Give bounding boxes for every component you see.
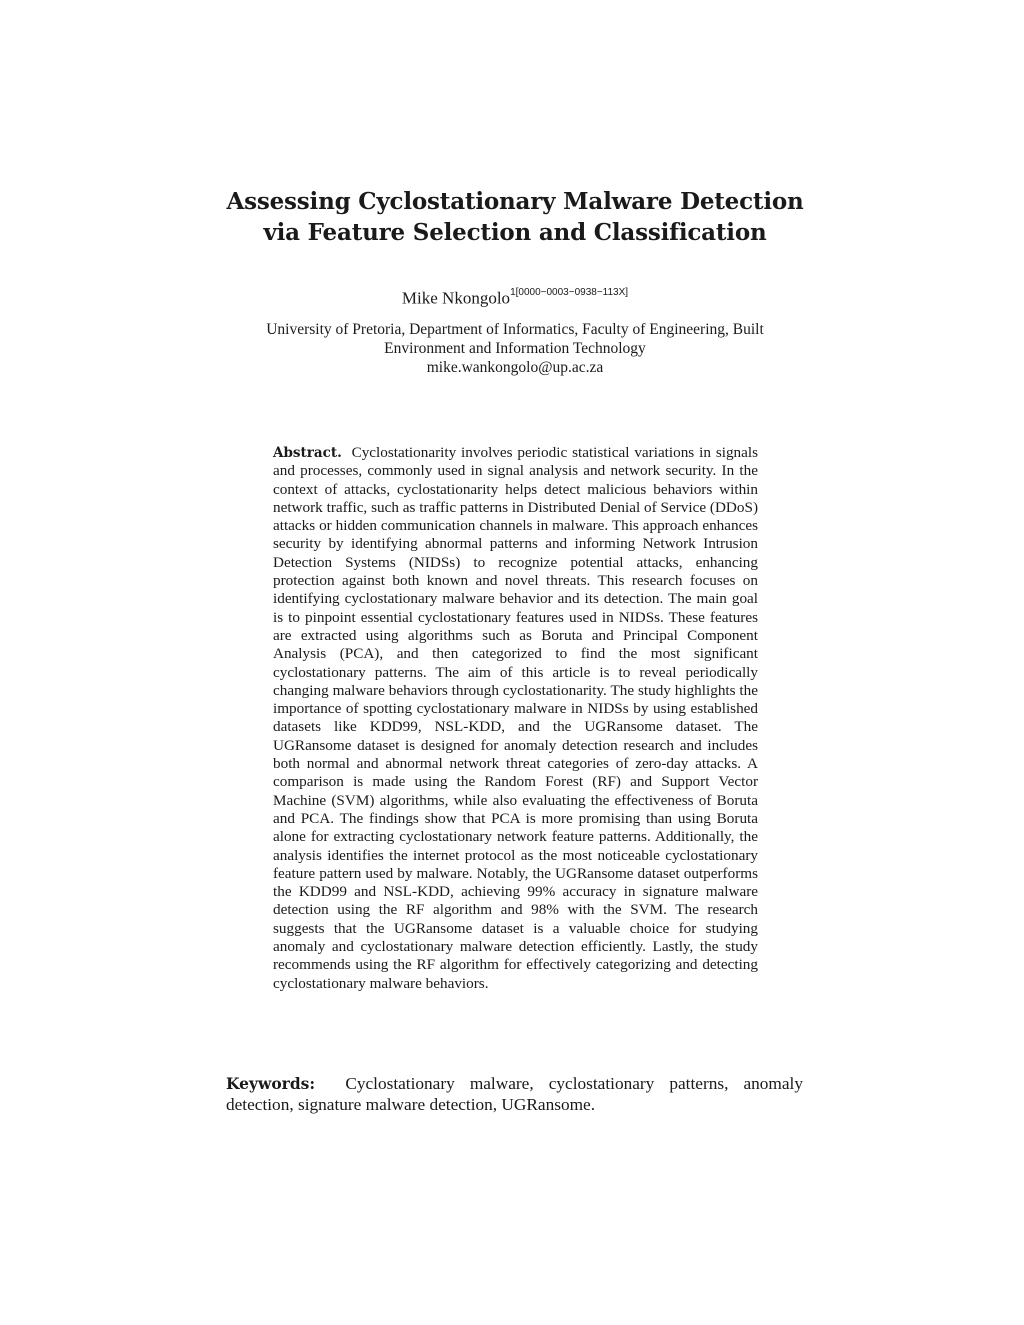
keywords-text: Cyclostationary malware, cyclostationary patterns, anomaly detection, signature malware detection, UGRansome. bbox=[226, 1074, 803, 1114]
keywords-label: Keywords: bbox=[226, 1074, 316, 1093]
author-email: mike.wankongolo@up.ac.za bbox=[426, 359, 604, 376]
author-line bbox=[200, 283, 830, 311]
title-line-2: via Feature Selection and Classification bbox=[263, 219, 767, 246]
author-orcid: 1[0000−0003−0938−113X] bbox=[510, 287, 629, 298]
keywords bbox=[226, 1073, 803, 1115]
affiliation-block bbox=[220, 320, 810, 377]
paper-title bbox=[180, 186, 850, 248]
abstract-label: Abstract. bbox=[273, 445, 342, 461]
abstract bbox=[273, 444, 758, 993]
title-line-1: Assessing Cyclostationary Malware Detection bbox=[226, 188, 804, 215]
affiliation-line-2: Environment and Information Technology bbox=[384, 340, 646, 357]
abstract-text: Cyclostationarity involves periodic statistical variations in signals and processes, commonly used in signal analysis and network security. In the context of attacks, cyclostationarity helps detect malicious behaviors within network traffic, such as traffic patterns in Distributed Denial of Service (DDoS) attacks or hidden communication channels in malware. This approach enhances security by identifying abnormal patterns and informing Network Intrusion Detection Systems (NIDSs) to recognize potential attacks, enhancing protection against both known and novel threats. This research focuses on identifying cyclostationary malware behavior and its detection. The main goal is to pinpoint essential cyclostationary features used in NIDSs. These features are extracted using algorithms such as Boruta and Principal Component Analysis (PCA), and then categorized to find the most significant cyclostationary patterns. The aim of this article is to reveal periodically changing malware behaviors through cyclostationarity. The study highlights the importance of spotting cyclostationary malware in NIDSs by using established datasets like KDD99, NSL-KDD, and the UGRansome dataset. The UGRansome dataset is designed for anomaly detection research and includes both normal and abnormal network threat categories of zero-day attacks. A comparison is made using the Random Forest (RF) and Support Vector Machine (SVM) algorithms, while also evaluating the effectiveness of Boruta and PCA. The findings show that PCA is more promising than using Boruta alone for extracting cyclostationary network feature patterns. Additionally, the analysis identifies the internet protocol as the most noticeable cyclostationary feature pattern used by malware. Notably, the UGRansome dataset outperforms the KDD99 and NSL-KDD, achieving 99% accuracy in signature malware detection using the RF algorithm and 98% with the SVM. The research suggests that the UGRansome dataset is a valuable choice for studying anomaly and cyclostationary malware detection efficiently. Lastly, the study recommends using the RF algorithm for effectively categorizing and detecting cyclostationary malware behaviors. bbox=[273, 444, 759, 992]
affiliation-line-1: University of Pretoria, Department of Informatics, Faculty of Engineering, Built bbox=[266, 321, 764, 338]
author-name: Mike Nkongolo bbox=[401, 288, 511, 308]
